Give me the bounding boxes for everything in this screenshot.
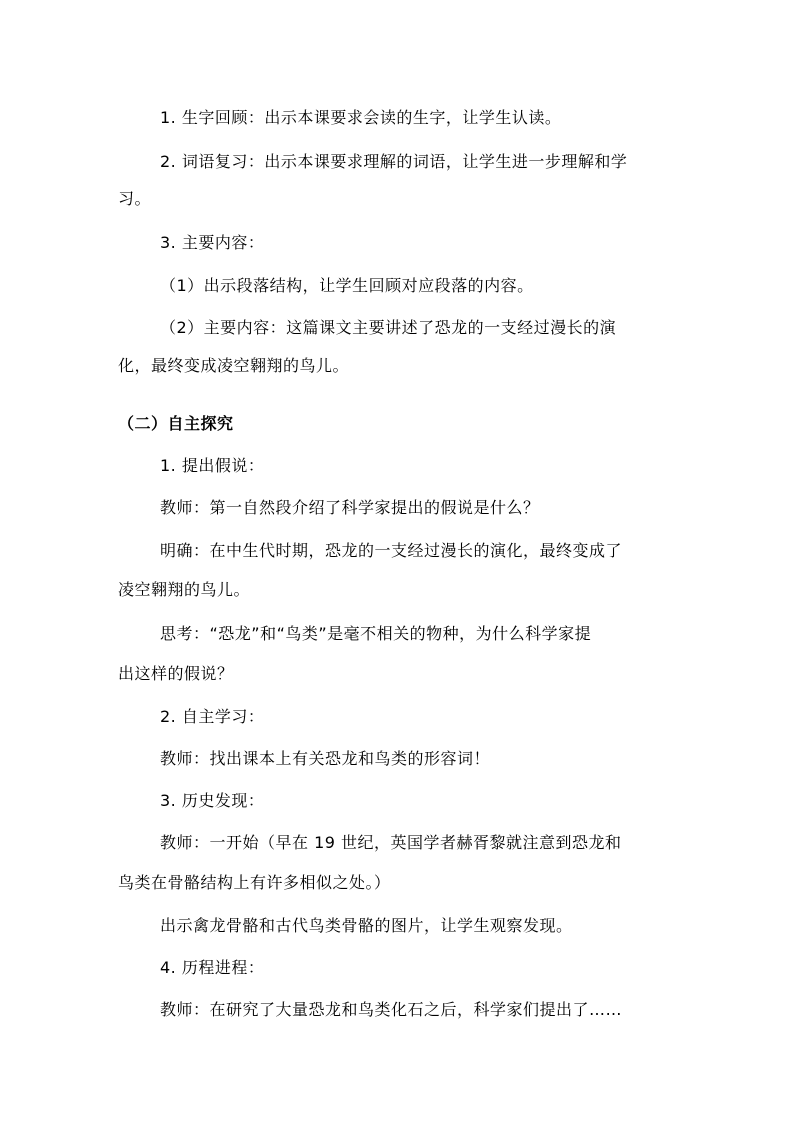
paragraph-main-content-label: 3. 主要内容：	[160, 233, 265, 252]
paragraph-self-study: 2. 自主学习：	[160, 707, 265, 726]
paragraph-answer-line2: 凌空翱翔的鸟儿。	[118, 580, 251, 599]
paragraph-historical-discovery: 3. 历史发现：	[160, 791, 265, 810]
section-heading-self-explore: （二）自主探究	[118, 414, 234, 433]
paragraph-sub2-line1: （2）主要内容：这篇课文主要讲述了恐龙的一支经过漫长的演	[160, 318, 617, 337]
paragraph-process: 4. 历程进程：	[160, 958, 265, 977]
paragraph-review-words-line2: 习。	[118, 189, 152, 208]
paragraph-answer-line1: 明确：在中生代时期，恐龙的一支经过漫长的演化，最终变成了	[160, 541, 623, 560]
paragraph-teacher3-line2: 鸟类在骨骼结构上有许多相似之处。）	[118, 873, 391, 892]
paragraph-teacher-question4: 教师：在研究了大量恐龙和鸟类化石之后，科学家们提出了……	[160, 1000, 623, 1019]
paragraph-propose-hypothesis: 1. 提出假说：	[160, 456, 265, 475]
paragraph-review-words-line1: 2. 词语复习：出示本课要求理解的词语，让学生进一步理解和学	[160, 152, 628, 171]
paragraph-review-characters: 1. 生字回顾：出示本课要求会读的生字，让学生认读。	[160, 108, 562, 127]
paragraph-sub1: （1）出示段落结构，让学生回顾对应段落的内容。	[160, 276, 534, 295]
paragraph-think-line2: 出这样的假说？	[118, 664, 234, 683]
paragraph-think-line1: 思考：“恐龙”和“鸟类”是毫不相关的物种，为什么科学家提	[160, 624, 592, 643]
paragraph-teacher-question1: 教师：第一自然段介绍了科学家提出的假说是什么？	[160, 498, 540, 517]
paragraph-show-pictures: 出示禽龙骨骼和古代鸟类骨骼的图片，让学生观察发现。	[160, 916, 573, 935]
paragraph-teacher-question2: 教师：找出课本上有关恐龙和鸟类的形容词！	[160, 749, 491, 768]
paragraph-teacher3-line1: 教师：一开始（早在 19 世纪，英国学者赫胥黎就注意到恐龙和	[160, 833, 622, 852]
paragraph-sub2-line2: 化，最终变成凌空翱翔的鸟儿。	[118, 356, 350, 375]
